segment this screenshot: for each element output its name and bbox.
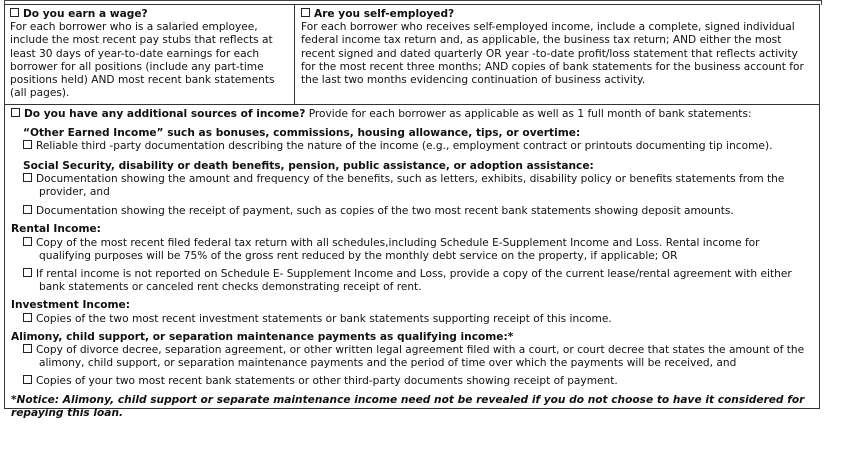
alimony-checkbox-1[interactable]	[23, 344, 32, 353]
other-earned-heading: “Other Earned Income” such as bonuses, commissions, housing allowance, tips, or overtime:	[23, 127, 581, 140]
additional-income-intro: Provide for each borrower as applicable as well as 1 full month of bank statements:	[305, 108, 752, 120]
rental-item-2	[11, 268, 813, 294]
social-text-1: Documentation showing the amount and frequency of the benefits, such as letters, exhibits, disability policy or benefits statements from the provider, and	[36, 172, 785, 199]
investment-text: Copies of the two most recent investment statements or bank statements supporting receipt of this income.	[36, 312, 612, 325]
social-checkbox-1[interactable]	[23, 173, 32, 182]
alimony-heading: Alimony, child support, or separation maintenance payments as qualifying income:*	[11, 330, 514, 343]
social-text-2: Documentation showing the receipt of payment, such as copies of the two most recent bank statements showing deposit amounts.	[36, 205, 734, 218]
alimony-item-2	[11, 375, 813, 388]
alimony-item-1	[11, 344, 813, 370]
rental-checkbox-2[interactable]	[23, 268, 32, 277]
alimony-text-1: Copy of divorce decree, separation agreement, or other written legal agreement filed with a court, or court decree that states the amount of the alimony, child support, or separation maintenance payments and the period of time over which the payments will be received, and	[36, 344, 805, 370]
other-earned-text: Reliable third -party documentation describing the nature of the income (e.g., employment contract or printouts documenting tip income).	[36, 140, 773, 153]
wage-body: For each borrower who is a salaried employee, include the most recent pay stubs that reflects at least 30 days of year-to-date earnings for each borrower for all positions (include any part-time positions held) AND most recent bank statements (all pages).	[10, 21, 275, 100]
self-employed-heading: Are you self-employed?	[314, 8, 455, 20]
additional-income-section	[4, 104, 820, 419]
alimony-text-2: Copies of your two most recent bank statements or other third-party documents showing receipt of payment.	[36, 375, 618, 388]
additional-income-heading: Do you have any additional sources of income?	[24, 108, 306, 120]
wage-heading: Do you earn a wage?	[23, 8, 148, 20]
other-earned-checkbox[interactable]	[23, 140, 32, 149]
rental-item-1	[11, 237, 813, 263]
rental-text-1: Copy of the most recent filed federal tax return with all schedules,including Schedule E-Supplement Income and Loss. Rental income for qualifying purposes will be 75% of the gross rent reduced by the monthly debt service on the property, if applicable; OR	[36, 236, 760, 262]
investment-checkbox[interactable]	[23, 313, 32, 322]
investment-heading: Investment Income:	[11, 299, 130, 312]
social-checkbox-2[interactable]	[23, 205, 32, 214]
self-employed-section	[294, 4, 820, 105]
wage-section	[4, 4, 295, 105]
alimony-checkbox-2[interactable]	[23, 375, 32, 384]
rental-checkbox-1[interactable]	[23, 237, 32, 246]
wage-checkbox[interactable]	[10, 8, 19, 17]
rental-heading: Rental Income:	[11, 223, 101, 236]
rental-text-2: If rental income is not reported on Schedule E- Supplement Income and Loss, provide a copy of the current lease/rental agreement with either bank statements or canceled rent checks demonstrating receipt of rent.	[36, 268, 792, 294]
social-heading: Social Security, disability or death benefits, pension, public assistance, or adoption assistance:	[23, 159, 594, 172]
social-item-2	[11, 205, 813, 218]
additional-income-checkbox[interactable]	[11, 108, 20, 117]
other-earned-item	[11, 140, 813, 153]
self-employed-checkbox[interactable]	[301, 8, 310, 17]
social-item-1	[11, 173, 813, 199]
self-employed-body: For each borrower who receives self-employed income, include a complete, signed individual federal income tax return and, as applicable, the business tax return; AND either the most recent signed and dated quarterly OR year -to-date profit/loss statement that reflects activity for the most recent three months; AND copies of bank statements for the business account for the last two months evidencing continuation of business activity.	[301, 21, 804, 87]
alimony-notice: *Notice: Alimony, child support or separate maintenance income need not be revealed if you do not choose to have it considered for repaying this loan.	[11, 393, 805, 419]
investment-item	[11, 313, 813, 326]
